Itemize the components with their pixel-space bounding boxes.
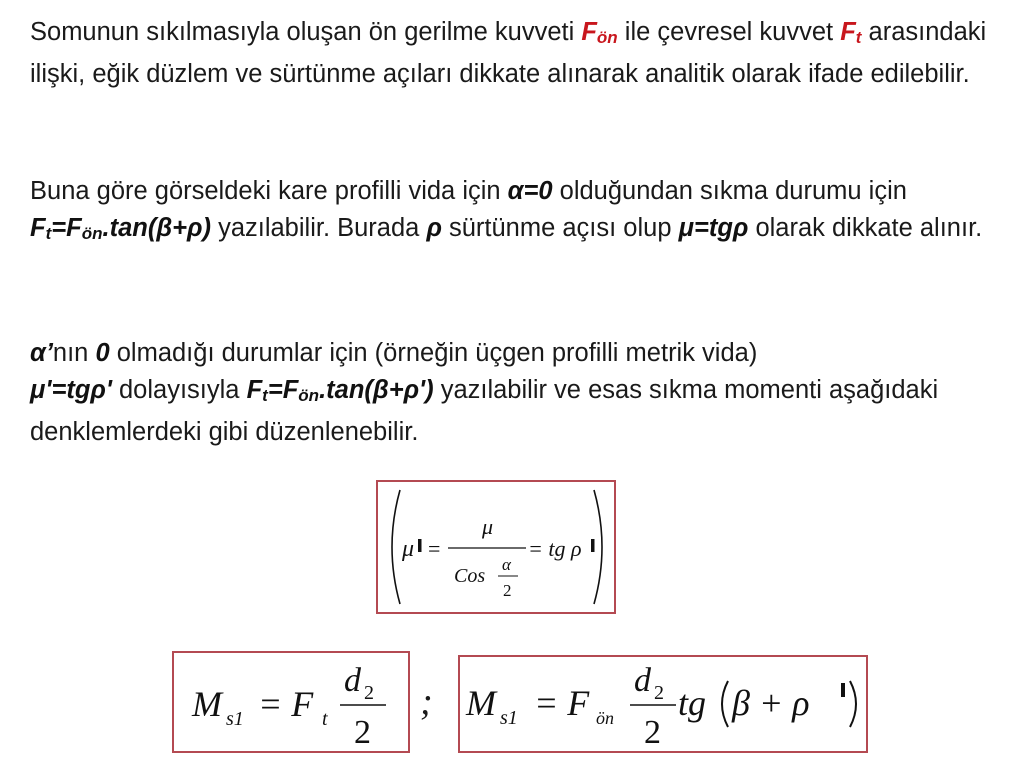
p2-text-4: sürtünme açısı olup xyxy=(441,214,679,242)
prime-mark-2 xyxy=(591,539,595,552)
f-sub-on: ön xyxy=(596,708,614,728)
right-paren-small-icon xyxy=(850,681,856,727)
alpha-half-num: α xyxy=(502,555,511,574)
denominator-cos: Cos xyxy=(454,565,486,587)
left-paren-small-icon xyxy=(722,681,728,727)
paragraph-1 xyxy=(30,14,1010,93)
d-sub-1: 2 xyxy=(364,682,374,704)
beta-plus-rho: β + ρ xyxy=(732,683,810,723)
rho-symbol: ρ xyxy=(426,214,442,242)
p1-text-2: ile çevresel kuvvet xyxy=(617,18,841,46)
paragraph-2 xyxy=(30,173,1010,252)
moment-sub-2: s1 xyxy=(500,707,518,729)
d-letter-2: d xyxy=(634,662,651,699)
equation-moment-2 xyxy=(460,657,866,751)
p3-text-1: nın xyxy=(52,339,96,367)
denominator-two-2: 2 xyxy=(644,714,661,751)
prime-mark-3 xyxy=(841,683,845,697)
mu-prime-lhs: μ xyxy=(402,536,415,562)
p3-text-2: olmadığı durumlar için (örneğin üçgen profilli metrik vida) xyxy=(109,339,758,367)
prime-mark-1 xyxy=(418,539,422,552)
denominator-two-1: 2 xyxy=(354,714,371,751)
mu-prime-equation: μ'=tgρ' xyxy=(30,376,112,404)
left-paren-icon xyxy=(392,490,400,604)
ft-equation-2: Ft=Fön.tan(β+ρ') xyxy=(246,376,434,405)
ft-equation-1: Ft=Fön.tan(β+ρ) xyxy=(30,214,211,243)
p3-text-3: dolayısıyla xyxy=(111,376,247,404)
eq-sign-1: = xyxy=(428,536,441,561)
f-t-symbol: Ft xyxy=(840,18,862,47)
p2-text-3: yazılabilir. Burada xyxy=(210,214,427,242)
p1-text-1: Somunun sıkılmasıyla oluşan ön gerilme kuvveti xyxy=(30,18,582,46)
equation-box-moment-1 xyxy=(172,651,410,753)
zero-value: 0 xyxy=(95,339,110,367)
alpha-prime: α’ xyxy=(30,339,53,367)
equation-moment-1 xyxy=(174,653,408,751)
paragraph-3 xyxy=(30,335,1010,451)
p2-text-2: olduğundan sıkma durumu için xyxy=(552,177,907,205)
p2-text-5: olarak dikkate alınır. xyxy=(748,214,983,242)
moment-m-2: M xyxy=(466,683,496,723)
eq-f-1: = F xyxy=(258,684,314,724)
moment-m-1: M xyxy=(192,684,222,724)
p1-text-3: arasındaki ilişki, eğik düzlem ve sürtünme açıları dikkate alınarak analitik olarak ifade edilebilir. xyxy=(30,18,987,88)
alpha-zero: α=0 xyxy=(507,177,553,205)
mu-equation: μ=tgρ xyxy=(678,214,749,242)
p3-text-4: yazılabilir ve esas sıkma momenti aşağıdaki denklemlerdeki gibi düzenlenebilir. xyxy=(30,376,939,446)
equation-mu-prime xyxy=(378,482,614,612)
moment-sub-1: s1 xyxy=(226,708,244,730)
equation-box-moment-2 xyxy=(458,655,868,753)
tg-function: tg xyxy=(678,683,707,723)
p2-text-1: Buna göre görseldeki kare profilli vida için xyxy=(30,177,508,205)
alpha-half-den: 2 xyxy=(503,581,512,600)
d-sub-2: 2 xyxy=(654,682,664,704)
equation-box-mu-prime xyxy=(376,480,616,614)
d-letter-1: d xyxy=(344,662,361,699)
right-paren-icon xyxy=(594,490,602,604)
numerator-mu: μ xyxy=(482,514,494,539)
eq-f-2: = F xyxy=(534,683,590,723)
f-sub-t: t xyxy=(322,708,328,730)
rhs-tg-rho: = tg ρ xyxy=(528,536,582,561)
equation-separator: ; xyxy=(420,681,433,723)
f-on-symbol: Fön xyxy=(581,18,618,47)
